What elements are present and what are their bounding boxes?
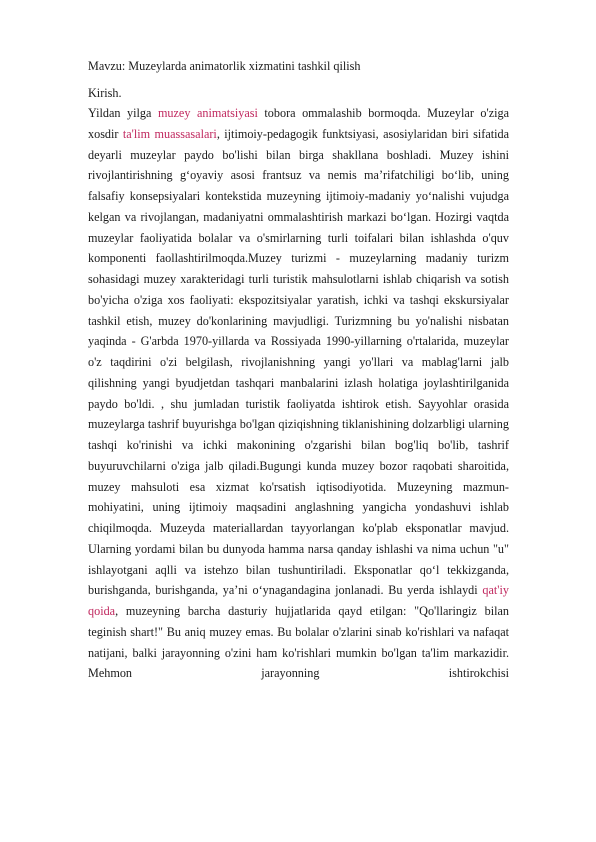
link-talim-muassasalari[interactable]: ta'lim muassasalari xyxy=(122,126,217,141)
body-text: tobora ommalashib bormoqda. Muzeylar o'ziga xosdir xyxy=(88,106,509,141)
section-heading: Kirish. xyxy=(88,86,122,100)
body-text: , muzeyning barcha dasturiy hujjatlarida qayd etilgan: "Qo'llaringiz bilan teginish shart!" Bu aniq muzey emas. Bu bolalar o'zlarini sinab ko'rishlari va nafaqat natijani, balki jarayonning o'zini ham ko'rishlari mumkin bo'lgan ta'lim markazidir. Mehmon jarayonning ishtirokchisi xyxy=(88,604,509,681)
body-paragraph xyxy=(88,103,509,684)
body-text: , ijtimoiy-pedagogik funktsiyasi, asosiylaridan biri sifatida deyarli muzeylar paydo bo'lishi bilan birga shakllana boshladi. Muzey ishini rivojlantirishning g‘oyaviy asosi frantsuz va nemis ma’rifatchiligi bo‘lib, uning falsafiy konsepsiyalari kontekstida muzeyning ijtimoiy-madaniy yo‘nalishi vujudga kelgan va rivojlangan, madaniyatni ommalashtirish markazi bo‘lgan. Hozirgi vaqtda muzeylar faoliyatida bolalar va o'smirlarning turli toifalari bilan ishlashda o'quv komponenti faollashtirilmoqda.Muzey turizmi - muzeylarning madaniy turizm sohasidagi muzey xarakteridagi turli turistik mahsulotlarni ishlab chiqarish va sotish bo'yicha o'ziga xos faoliyati: ekspozitsiyalar yaratish, ichki va tashqi ekskursiyalar tashkil etish, muzey do'konlarining mavjudligi. Turizmning bu yo'nalishi nisbatan yaqinda - G'arbda 1970-yillarda va Rossiyada 1990-yillarning o'rtalarida, muzeylar o'z taqdirini o'zi belgilash, rivojlanishning yangi yo'llari va mablag'larni jalb qilishning yangi byudjetdan tashqari manbalarini izlash holatiga joylashtirilganida paydo bo'ldi. , shu jumladan turistik faoliyatda ishtirok etish. Sayyohlar orasida muzeylarga tashrif buyurishga bo'lgan qiziqishning tiklanishining dolzarbligi ularning tashqi ko'rinishi va ichki makonining o'zgarishi bilan bog'liq bo'lib, tashrif buyuruvchilarni o'ziga jalb qiladi.Bugungi kunda muzey bozor raqobati sharoitida, muzey mahsuloti esa xizmat ko'rsatish iqtisodiyotida. Muzeyning mazmun-mohiyatini, uning ijtimoiy maqsadini anglashning yangicha yondashuvi ishlab chiqilmoqda. Muzeyda materiallardan tayyorlangan ko'plab eksponatlar mavjud. Ularning yordami bilan bu dunyoda hamma narsa qanday ishlashi va nima uchun "u" ishlayotgani aqlli va istehzo bilan tushuntiriladi. Eksponatlar qo‘l tekkizganda, burishganda, burishganda, ya’ni o‘ynagandagina jonlanadi. Bu yerda ishlaydi xyxy=(88,126,510,598)
link-muzey-animatsiyasi[interactable]: muzey animatsiyasi xyxy=(157,106,258,120)
document-title: Mavzu: Muzeylarda animatorlik xizmatini tashkil qilish xyxy=(88,59,361,73)
link-qatiy-qoida[interactable]: qat'iy qoida xyxy=(88,583,509,618)
body-text: Yildan yilga xyxy=(88,106,158,120)
document-page xyxy=(88,58,509,684)
